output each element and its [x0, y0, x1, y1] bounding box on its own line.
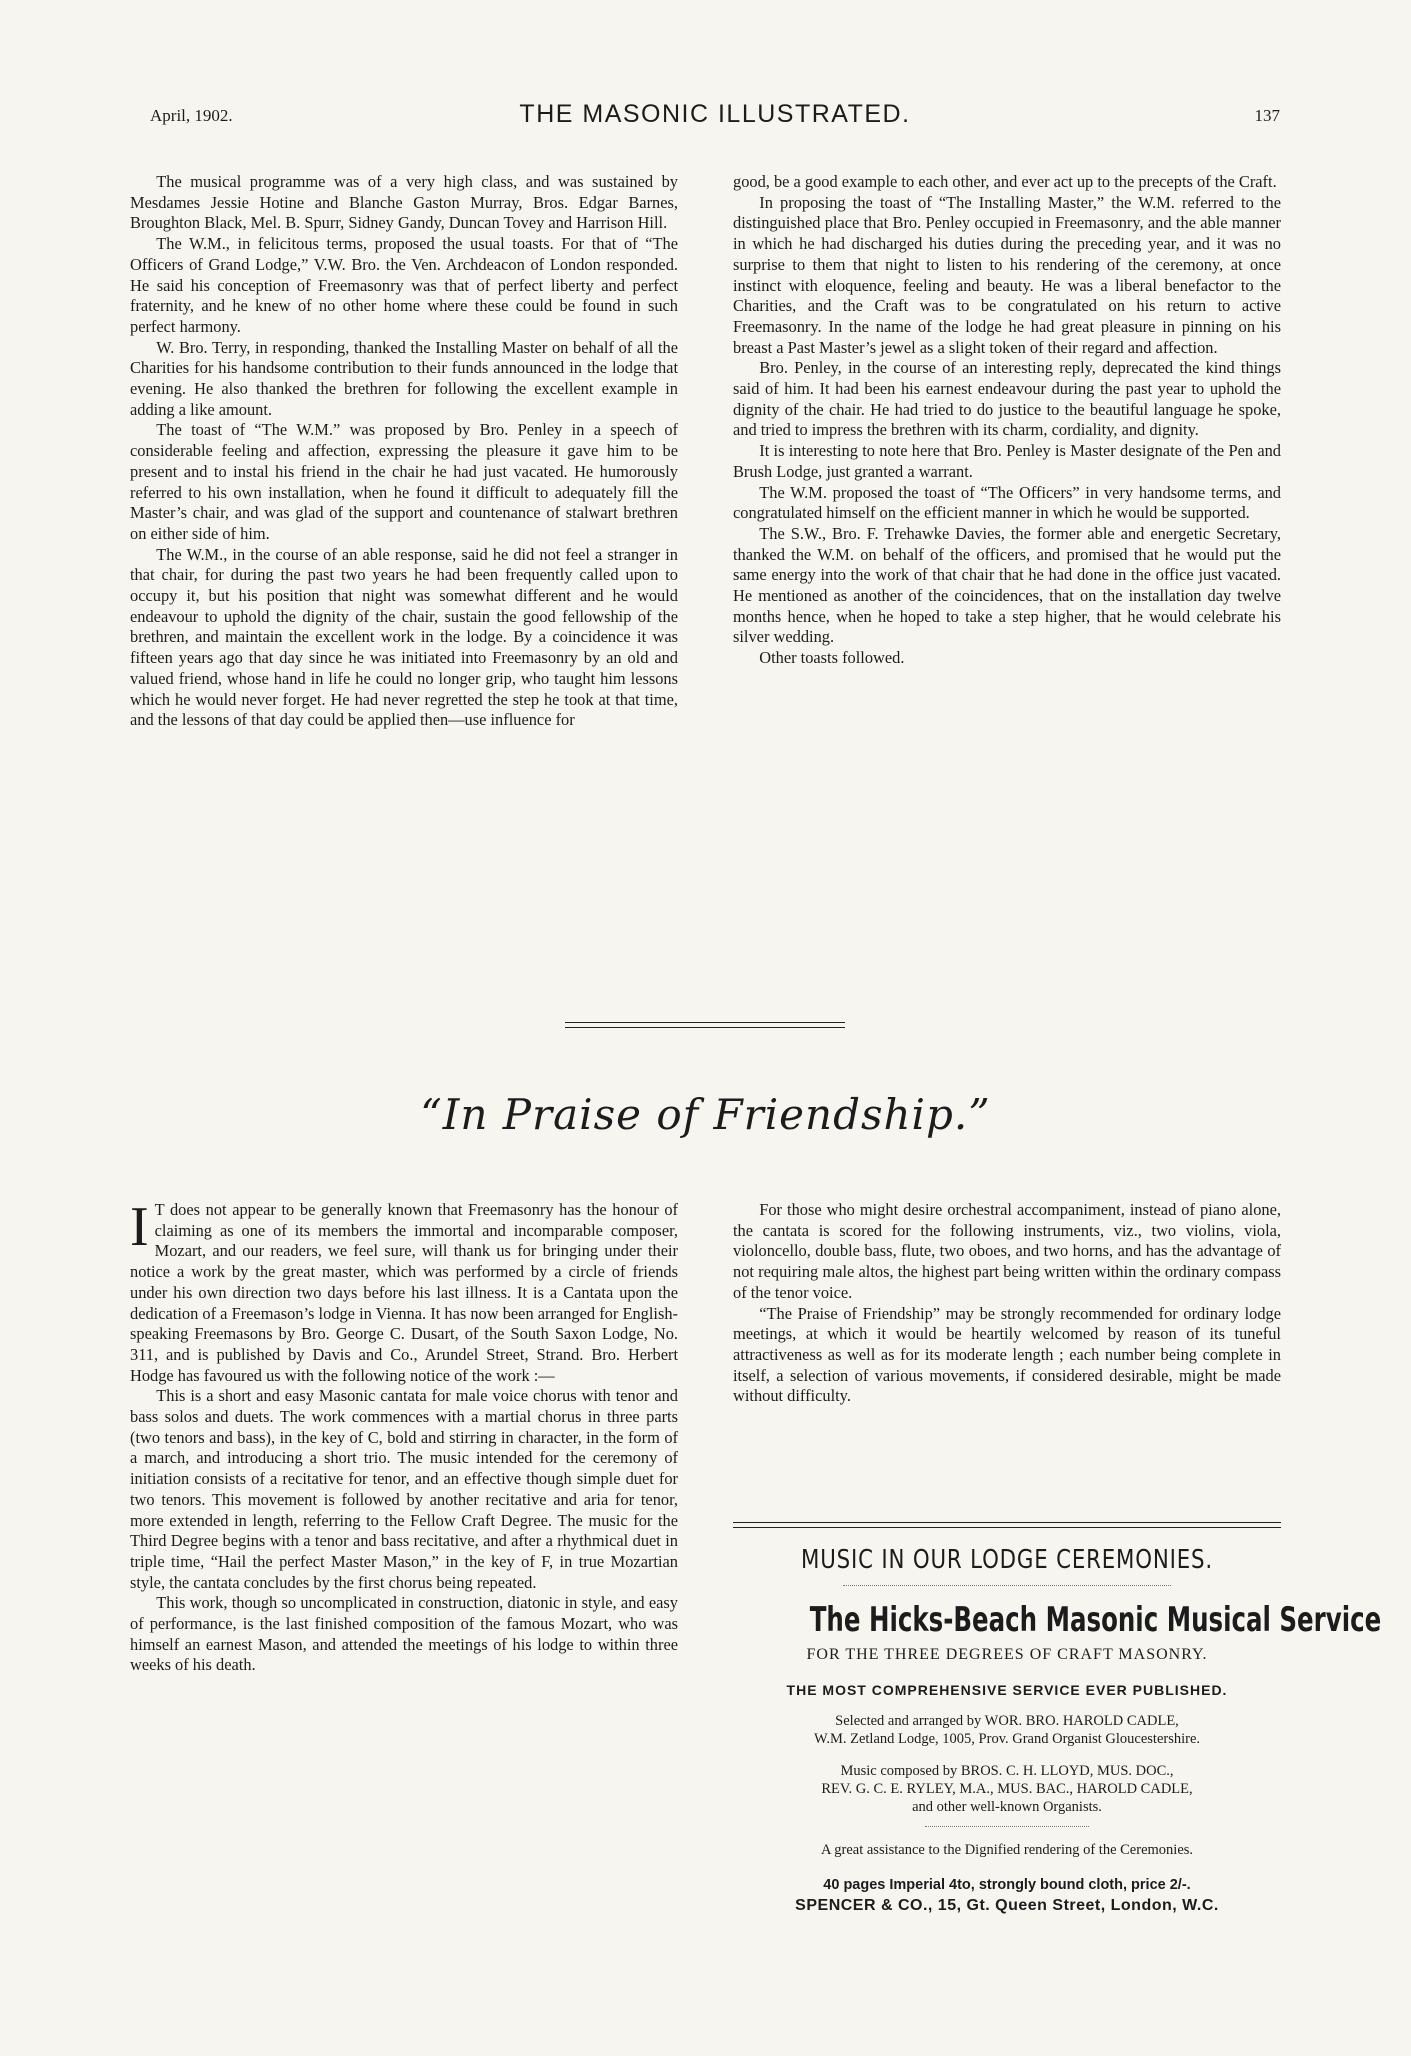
upper-right-column [733, 172, 1281, 669]
dotted-rule [925, 1826, 1089, 1827]
page-header [150, 100, 1280, 140]
section-divider [565, 1022, 845, 1023]
paragraph: The W.M. proposed the toast of “The Officers” in very handsome terms, and congratulated himself on the efficient manner in which he would be supported. [733, 482, 1281, 523]
paragraph: “The Praise of Friendship” may be strongly recommended for ordinary lodge meetings, at which it would be heartily welcomed by reason of its tuneful attractiveness as well as for its moderate length ; each number being complete in itself, a selection of various movements, if considered desirable, might be made without difficulty. [733, 1303, 1281, 1406]
advert-assistance: A great assistance to the Dignified rendering of the Ceremonies. [820, 1842, 1194, 1858]
advertisement [733, 1545, 1382, 1915]
advert-tagline: THE MOST COMPREHENSIVE SERVICE EVER PUBLISHED. [786, 1682, 1228, 1698]
composers-line: and other well-known Organists. [912, 1799, 1102, 1815]
paragraph: Other toasts followed. [759, 648, 905, 668]
paragraph: This work, though so uncomplicated in construction, diatonic in style, and easy of performance, is the last finished composition of the famous Mozart, who was himself an earnest Mason, and attended the meetings of his lodge to within three weeks of his death. [130, 1593, 678, 1675]
advert-subtitle: FOR THE THREE DEGREES OF CRAFT MASONRY. [806, 1646, 1208, 1663]
issue-date: April, 1902. [150, 106, 233, 125]
paragraph: The W.M., in the course of an able response, said he did not feel a stranger in that chair, for during the past two years he had been frequently called upon to occupy it, but his position that night was somewhat different and he would endeavour to uphold the dignity of the chair, sustain the good fellowship of the brethren, and maintain the excellent work in the lodge. By a coincidence it was fifteen years ago that day since he was initiated into Freemasonry by an old and valued friend, whose hand in life he could no longer grip, who taught him lessons which he would never forget. He had never regretted the step he took at that time, and the lessons of that day could be applied then—use influence for [130, 544, 678, 730]
advert-divider [733, 1522, 1281, 1523]
drop-cap: I [130, 1196, 149, 1258]
feature-intro-paragraph [130, 1196, 678, 1386]
paragraph: It is interesting to note here that Bro. Penley is Master designate of the Pen and Brush Lodge, just granted a warrant. [733, 441, 1281, 481]
feature-right-column [733, 1200, 1281, 1407]
paragraph: good, be a good example to each other, and ever act up to the precepts of the Craft. [733, 172, 1277, 191]
page-number: 137 [1254, 106, 1280, 125]
paragraph: W. Bro. Terry, in responding, thanked the Installing Master on behalf of all the Charities for his handsome contribution to their funds announced in the lodge that evening. He also thanked the brethren for following the excellent example in adding a like amount. [130, 337, 678, 419]
feature-left-column [130, 1196, 678, 1676]
advert-title: The Hicks-Beach Masonic Musical Service [809, 1600, 1382, 1640]
paragraph: For those who might desire orchestral accompaniment, instead of piano alone, the cantata is scored for the following instruments, viz., two violins, viola, violoncello, double bass, flute, two oboes, and two horns, and has the advantage of not requiring male altos, the highest part being written within the ordinary compass of the tenor voice. [733, 1200, 1281, 1302]
paragraph: In proposing the toast of “The Installing Master,” the W.M. referred to the distinguished place that Bro. Penley occupied in Freemasonry, and the able manner in which he had discharged his duties during the preceding year, and it was no surprise to them that night to listen to his rendering of the ceremony, at once instinct with eloquence, feeling and beauty. He was a liberal benefactor to the Charities, and the Craft was to be congratulated on his return to active Freemasonry. In the name of the lodge he had great pleasure in pinning on his breast a Past Master’s jewel as a slight token of their regard and affection. [733, 192, 1281, 357]
composers-line: REV. G. C. E. RYLEY, M.A., MUS. BAC., HAROLD CADLE, [821, 1781, 1193, 1797]
advert-arranged [733, 1712, 1281, 1748]
section-divider [565, 1027, 845, 1028]
advert-price: 40 pages Imperial 4to, strongly bound cloth, price 2/-. [823, 1877, 1191, 1893]
feature-title: “In Praise of Friendship.” [420, 1090, 991, 1139]
composers-line: Music composed by BROS. C. H. LLOYD, MUS. DOC., [840, 1763, 1174, 1779]
paragraph: The musical programme was of a very high class, and was sustained by Mesdames Jessie Hotine and Blanche Gaston Murray, Bros. Edgar Barnes, Broughton Black, Mel. B. Spurr, Sidney Gandy, Duncan Tovey and Harrison Hill. [130, 172, 678, 233]
paragraph: The S.W., Bro. F. Trehawke Davies, the former able and energetic Secretary, thanked the W.M. on behalf of the officers, and promised that he would put the same energy into the work of that chair that he had done in the office just vacated. He mentioned as another of the coincidences, that on the installation day twelve months hence, when he hoped to take a step higher, that he would celebrate his silver wedding. [733, 523, 1281, 647]
masthead: THE MASONIC ILLUSTRATED. [519, 100, 911, 128]
advert-heading: MUSIC IN OUR LODGE CEREMONIES. [801, 1545, 1213, 1575]
paragraph: The W.M., in felicitous terms, proposed the usual toasts. For that of “The Officers of Grand Lodge,” V.W. Bro. the Ven. Archdeacon of London responded. He said his conception of Freemasonry was that of perfect liberty and perfect fraternity, and he knew of no other home where these could be found in such perfect harmony. [130, 234, 678, 336]
paragraph: This is a short and easy Masonic cantata for male voice chorus with tenor and bass solos and duets. The work commences with a martial chorus in three parts (two tenors and bass), in the key of C, bold and stirring in character, in the form of a march, and introducing a short trio. The music intended for the ceremony of initiation consists of a recitative for tenor, and an effective though simple duet for two tenors. This movement is followed by another recitative and aria for tenor, more extended in length, referring to the Fellow Craft Degree. The music for the Third Degree begins with a tenor and bass recitative, and after a rhythmical duet in triple time, “Hail the perfect Master Mason,” in the key of F, in true Mozartian style, the cantata concludes by the first chorus being repeated. [130, 1386, 678, 1592]
arranged-line: W.M. Zetland Lodge, 1005, Prov. Grand Organist Gloucestershire. [813, 1731, 1201, 1747]
paragraph: Bro. Penley, in the course of an interesting reply, deprecated the kind things said of him. It had been his earnest endeavour during the past year to uphold the dignity of the chair. He had tried to do justice to the beautiful language he spoke, and tried to impress the brethren with its charm, cordiality, and dignity. [733, 358, 1281, 440]
arranged-line: Selected and arranged by WOR. BRO. HAROLD CADLE, [835, 1713, 1179, 1729]
advert-composers [733, 1762, 1281, 1816]
dotted-rule [843, 1585, 1172, 1586]
upper-left-column [130, 172, 678, 731]
advert-divider [733, 1527, 1281, 1528]
advert-publisher: SPENCER & CO., 15, Gt. Queen Street, London, W.C. [795, 1897, 1219, 1914]
paragraph: The toast of “The W.M.” was proposed by Bro. Penley in a speech of considerable feeling and affection, expressing the pleasure it gave him to be present and to instal his friend in the chair he had just vacated. He humorously referred to his own installation, when he found it difficult to adequately fill the Master’s chair, and was glad of the support and countenance of stalwart brethren on either side of him. [130, 420, 678, 543]
intro-text: T does not appear to be generally known that Freemasonry has the honour of claiming as one of its members the immortal and incomparable composer, Mozart, and our readers, we feel sure, will thank us for bringing under their notice a work by the great master, which was performed by a circle of friends under his own direction two days before his last illness. It is a Cantata upon the dedication of a Freemason’s lodge in Vienna. It has now been arranged for English-speaking Freemasons by Bro. George C. Dusart, of the South Saxon Lodge, No. 311, and is published by Davis and Co., Arundel Street, Strand. Bro. Herbert Hodge has favoured us with the following notice of the work :— [130, 1200, 678, 1385]
